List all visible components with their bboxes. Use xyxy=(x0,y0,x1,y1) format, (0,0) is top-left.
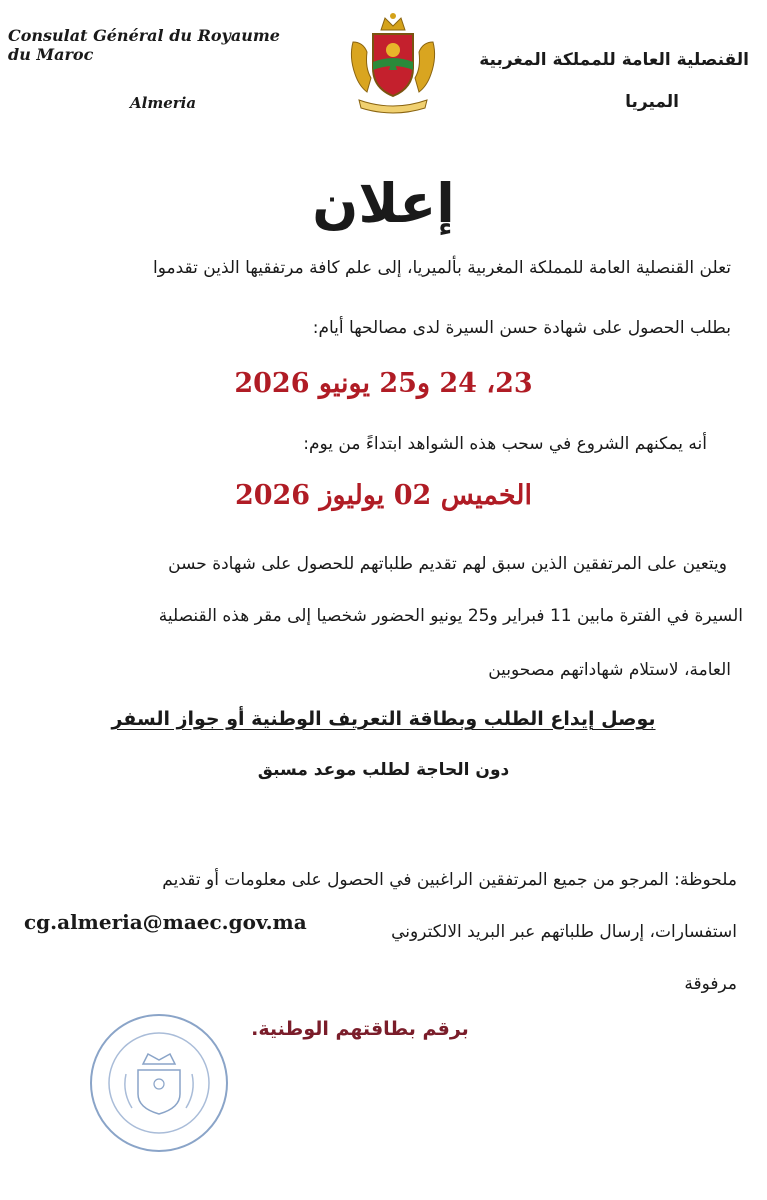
required-documents-text: بوصل إيداع الطلب وبطاقة التعريف الوطنية أو جواز السفر xyxy=(111,708,656,730)
note-line-3: مرفوقة xyxy=(684,974,737,994)
required-documents xyxy=(0,708,767,730)
no-appointment-note: دون الحاجة لطلب موعد مسبق xyxy=(257,760,510,780)
body-line-6: العامة، لاستلام شهاداتهم مصحوبين xyxy=(488,660,731,680)
announcement-title: إعلان xyxy=(312,172,455,235)
french-header xyxy=(8,26,308,112)
body-line-4: ويتعين على المرتفقين الذين سبق لهم تقديم طلباتهم للحصول على شهادة حسن xyxy=(168,554,727,574)
city-fr: Almeria xyxy=(130,94,197,112)
consulate-stamp-icon xyxy=(88,1012,230,1154)
consulate-name-fr: Consulat Général du Royaume du Maroc xyxy=(8,26,280,64)
start-date: الخميس 02 يوليوز 2026 xyxy=(234,480,533,511)
body-line-2: بطلب الحصول على شهادة حسن السيرة لدى مصالحها أيام: xyxy=(312,318,731,338)
dates-range: 23، 24 و25 يونيو 2026 xyxy=(234,368,533,399)
contact-email: cg.almeria@maec.gov.ma xyxy=(24,910,307,934)
city-ar: الميريا xyxy=(625,92,679,112)
consulate-name-ar: القنصلية العامة للمملكة المغربية xyxy=(479,50,749,70)
arabic-header xyxy=(449,50,749,112)
body-line-1: تعلن القنصلية العامة للمملكة المغربية بألميريا، إلى علم كافة مرتفقيها الذين تقدموا xyxy=(153,258,731,278)
body-line-5: السيرة في الفترة مابين 11 فبراير و25 يونيو الحضور شخصيا إلى مقر هذه القنصلية xyxy=(158,606,743,626)
note-line-2: استفسارات، إرسال طلباتهم عبر البريد الالكتروني xyxy=(391,922,737,942)
coat-of-arms-icon xyxy=(345,12,441,114)
note-line-1: ملحوظة: المرجو من جميع المرتفقين الراغبين في الحصول على معلومات أو تقديم xyxy=(162,870,737,890)
note-line-4: برقم بطاقتهم الوطنية. xyxy=(251,1018,469,1040)
body-line-3: أنه يمكنهم الشروع في سحب هذه الشواهد ابتداءً من يوم: xyxy=(303,434,707,454)
